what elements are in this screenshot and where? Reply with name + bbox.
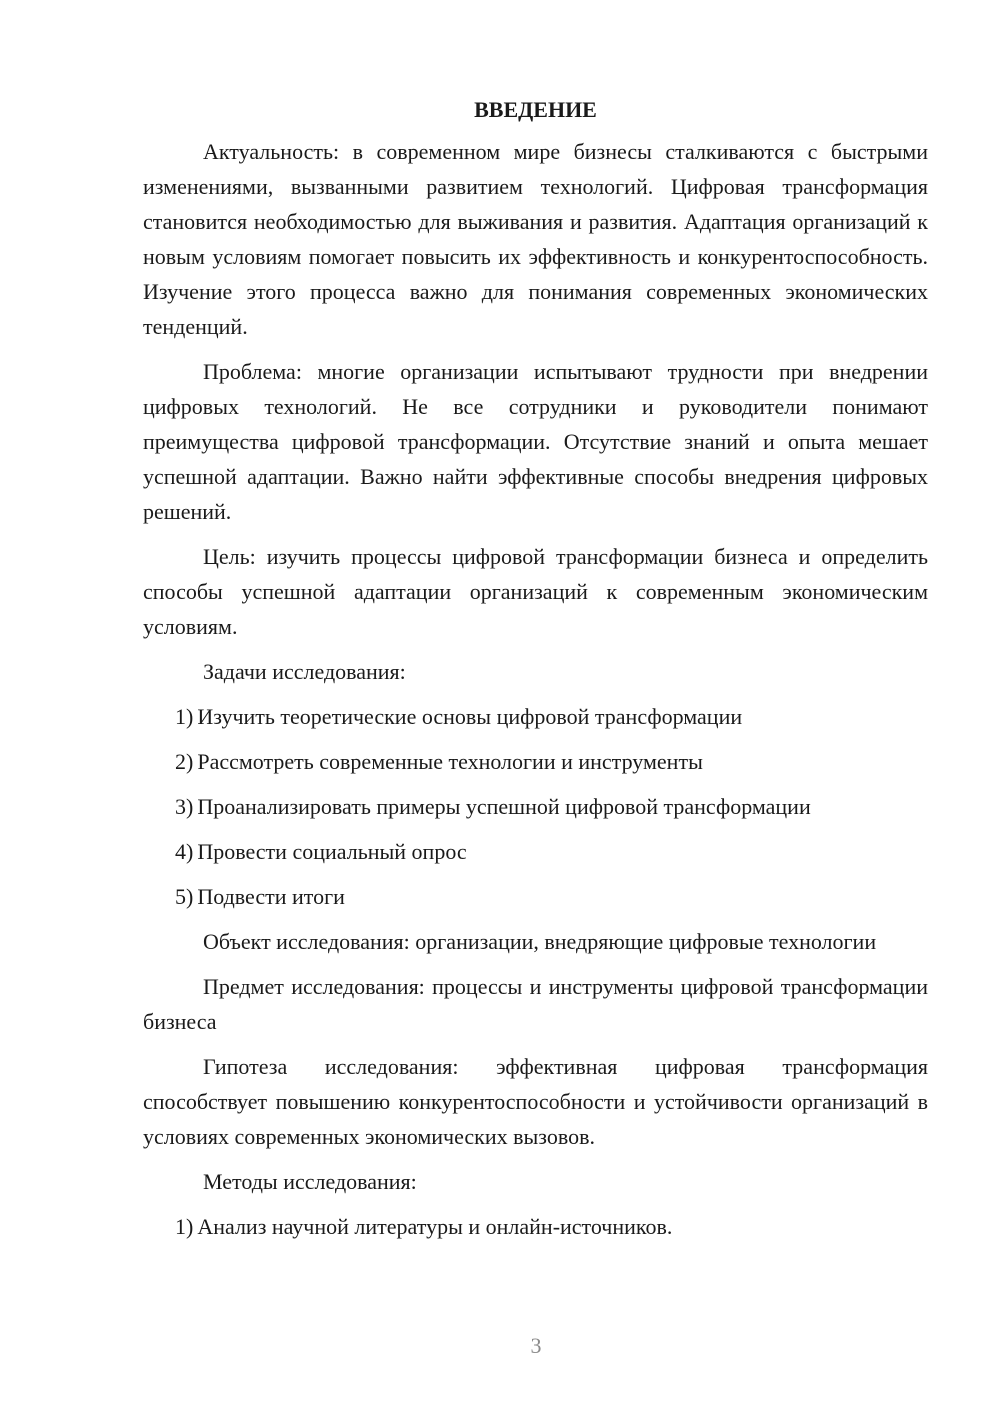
- list-item: [143, 1209, 928, 1244]
- list-item-number: 1): [175, 704, 194, 729]
- list-item-number: 1): [175, 1214, 194, 1239]
- object-paragraph: Объект исследования: организации, внедряющие цифровые технологии: [203, 929, 877, 954]
- goal-paragraph: Цель: изучить процессы цифровой трансформации бизнеса и определить способы успешной адаптации организаций к современным экономическим условиям.: [143, 544, 928, 639]
- list-item: [143, 744, 928, 779]
- list-item-number: 5): [175, 884, 194, 909]
- relevance-paragraph: Актуальность: в современном мире бизнесы сталкиваются с быстрыми изменениями, вызванными развитием технологий. Цифровая трансформация становится необходимостью для выживания и развития. Адаптация организаций к новым условиям помогает повысить их эффективность и конкурентоспособность. Изучение этого процесса важно для понимания современных экономических тенденций.: [143, 139, 928, 339]
- document-page: [143, 92, 928, 1254]
- list-item-text: Проанализировать примеры успешной цифровой трансформации: [197, 794, 811, 819]
- list-item-text: Изучить теоретические основы цифровой трансформации: [197, 704, 743, 729]
- list-item: [143, 834, 928, 869]
- methods-heading: Методы исследования:: [203, 1169, 417, 1194]
- tasks-heading: Задачи исследования:: [203, 659, 406, 684]
- list-item-number: 4): [175, 839, 194, 864]
- subject-paragraph: Предмет исследования: процессы и инструменты цифровой трансформации бизнеса: [143, 974, 928, 1034]
- list-item: [143, 879, 928, 914]
- methods-list: [143, 1209, 928, 1244]
- list-item-number: 3): [175, 794, 194, 819]
- list-item: [143, 789, 928, 824]
- document-title: ВВЕДЕНИЕ: [474, 97, 597, 122]
- list-item-text: Подвести итоги: [197, 884, 345, 909]
- tasks-list: [143, 699, 928, 914]
- problem-paragraph: Проблема: многие организации испытывают трудности при внедрении цифровых технологий. Не все сотрудники и руководители понимают преимущества цифровой трансформации. Отсутствие знаний и опыта мешает успешной адаптации. Важно найти эффективные способы внедрения цифровых решений.: [143, 359, 928, 524]
- list-item: [143, 699, 928, 734]
- list-item-number: 2): [175, 749, 194, 774]
- list-item-text: Рассмотреть современные технологии и инструменты: [197, 749, 703, 774]
- hypothesis-paragraph: Гипотеза исследования: эффективная цифровая трансформация способствует повышению конкурентоспособности и устойчивости организаций в условиях современных экономических вызовов.: [143, 1054, 928, 1149]
- page-number: 3: [530, 1333, 542, 1358]
- list-item-text: Анализ научной литературы и онлайн-источников.: [197, 1214, 673, 1239]
- list-item-text: Провести социальный опрос: [197, 839, 467, 864]
